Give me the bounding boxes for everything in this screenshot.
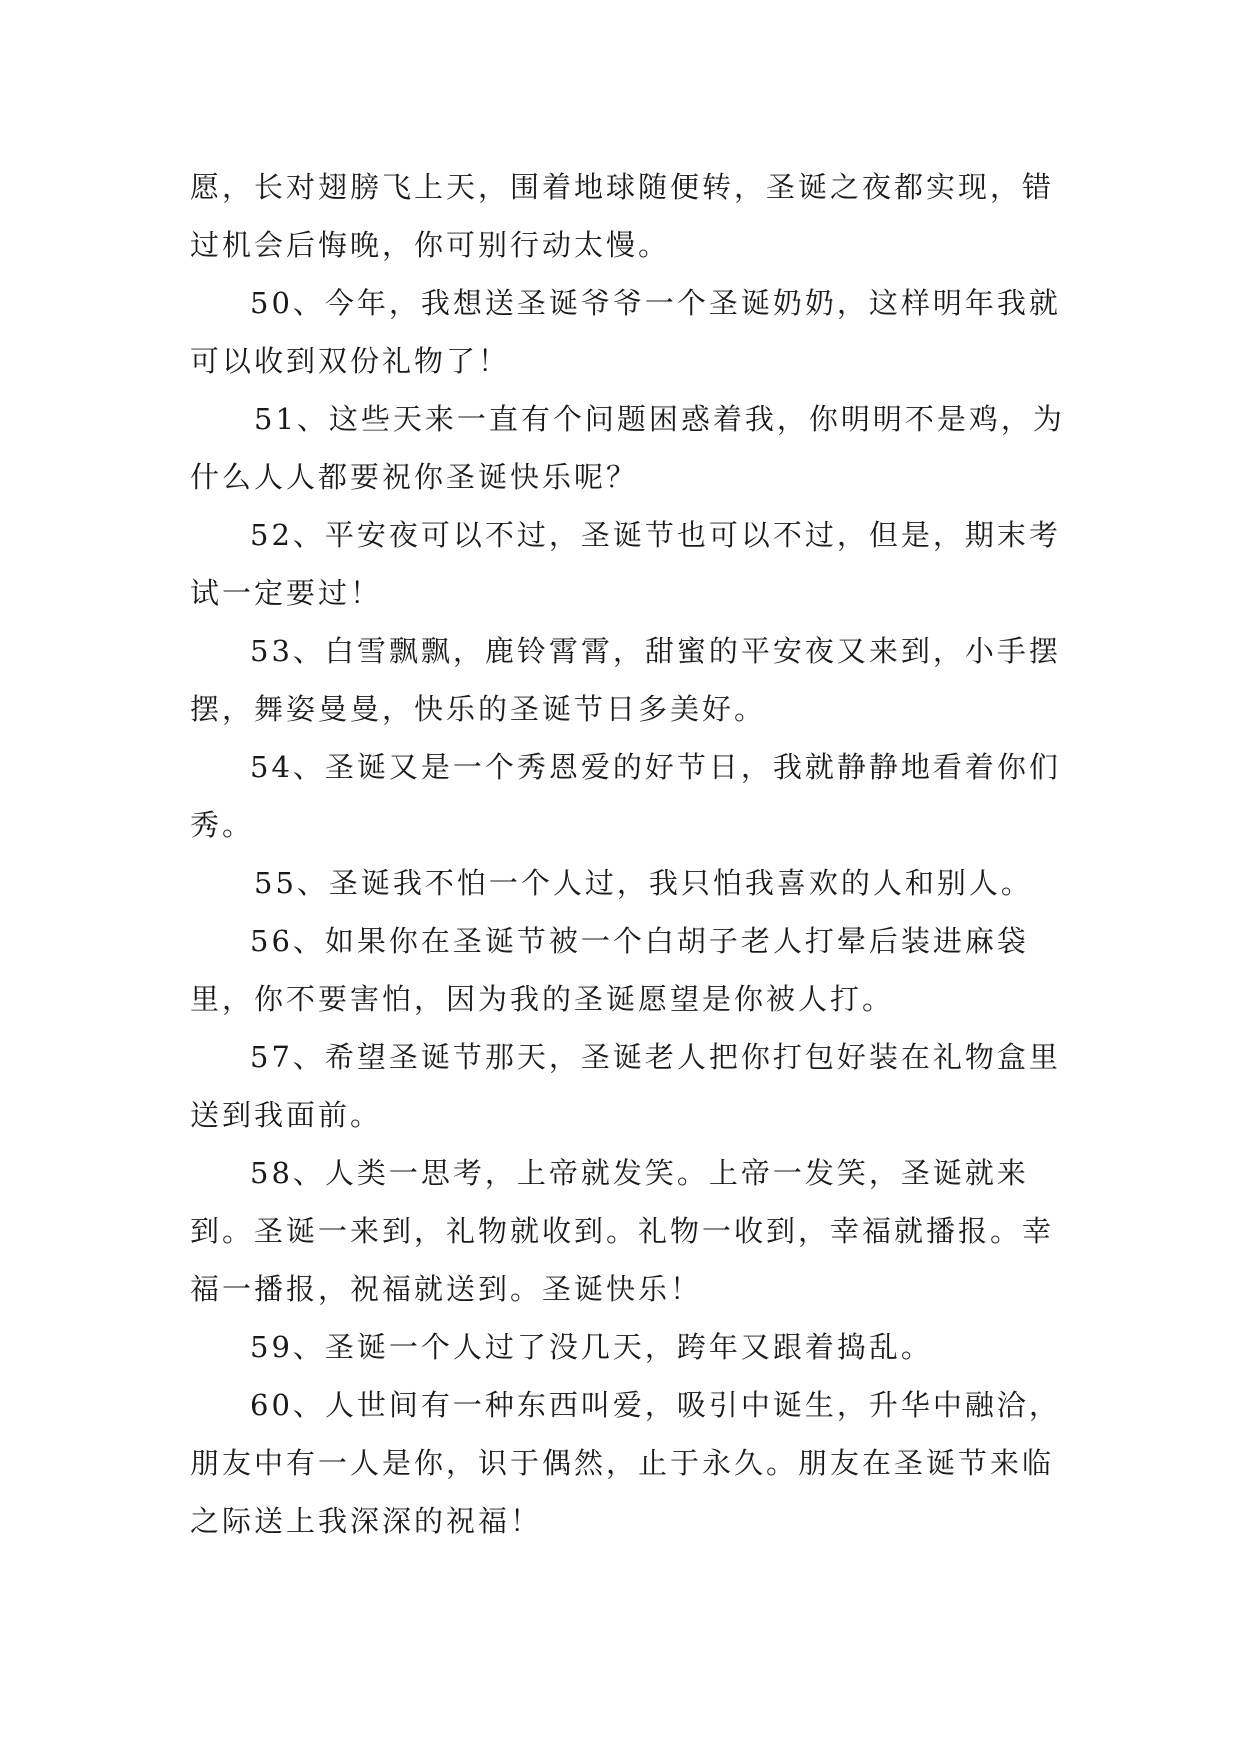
- paragraph-52: 52、平安夜可以不过，圣诞节也可以不过，但是，期末考试一定要过！: [190, 518, 1061, 610]
- paragraph-58: 58、人类一思考，上帝就发笑。上帝一发笑，圣诞就来到。圣诞一来到，礼物就收到。礼物一收到，幸福就播报。幸福一播报，祝福就送到。圣诞快乐！: [190, 1156, 1055, 1306]
- paragraph-51: 51、这些天来一直有个问题困惑着我，你明明不是鸡，为什么人人都要祝你圣诞快乐呢？: [190, 402, 1065, 494]
- paragraph-60: 60、人世间有一种东西叫爱，吸引中诞生，升华中融洽，朋友中有一人是你，识于偶然，止于永久。朋友在圣诞节来临之际送上我深深的祝福！: [190, 1388, 1061, 1538]
- paragraph-continuation: 愿，长对翅膀飞上天，围着地球随便转，圣诞之夜都实现，错过机会后悔晚，你可别行动太慢。: [190, 170, 1055, 262]
- paragraph-56: 56、如果你在圣诞节被一个白胡子老人打晕后装进麻袋里，你不要害怕，因为我的圣诞愿望是你被人打。: [190, 924, 1029, 1016]
- paragraph-50: 50、今年，我想送圣诞爷爷一个圣诞奶奶，这样明年我就可以收到双份礼物了！: [190, 286, 1061, 378]
- paragraph-57: 57、希望圣诞节那天，圣诞老人把你打包好装在礼物盒里送到我面前。: [190, 1040, 1061, 1132]
- paragraph-54: 54、圣诞又是一个秀恩爱的好节日，我就静静地看着你们秀。: [190, 750, 1061, 842]
- paragraph-53: 53、白雪飘飘，鹿铃霄霄，甜蜜的平安夜又来到，小手摆摆，舞姿曼曼，快乐的圣诞节日多美好。: [190, 634, 1061, 726]
- document-body: [190, 158, 1070, 1550]
- paragraph-59: 59、圣诞一个人过了没几天，跨年又跟着捣乱。: [250, 1330, 933, 1364]
- paragraph-55: 55、圣诞我不怕一个人过，我只怕我喜欢的人和别人。: [254, 866, 1033, 900]
